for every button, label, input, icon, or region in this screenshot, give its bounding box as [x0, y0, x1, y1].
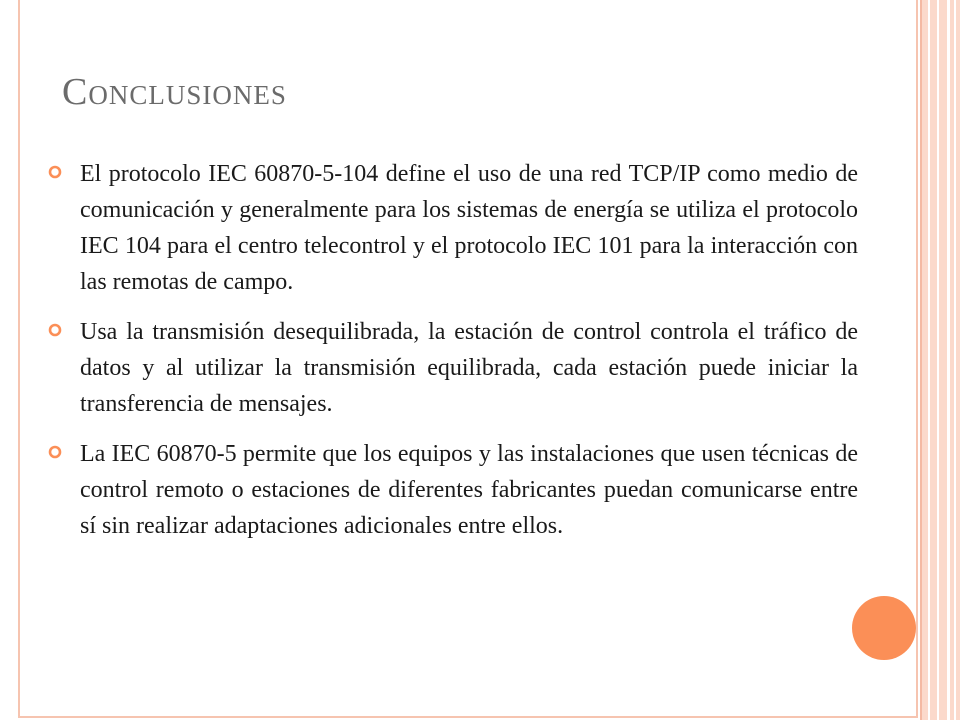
- bullet-ring-icon: [48, 323, 62, 337]
- decorative-stripes: [920, 0, 960, 720]
- bullet-item: [80, 156, 858, 300]
- bullet-ring-icon: [48, 165, 62, 179]
- bullet-item: [80, 436, 858, 544]
- stripe-line: [947, 0, 950, 720]
- bullet-list: [80, 156, 858, 558]
- bullet-text: La IEC 60870-5 permite que los equipos y las instalaciones que usen técnicas de control remoto o estaciones de diferentes fabricantes puedan comunicarse entre sí sin realizar adaptaciones adicionales entre ellos.: [80, 441, 858, 539]
- stripe-line: [937, 0, 939, 720]
- bullet-text: El protocolo IEC 60870-5-104 define el uso de una red TCP/IP como medio de comunicación y generalmente para los sistemas de energía se utiliza el protocolo IEC 104 para el centro telecontrol y el protocolo IEC 101 para la interacción con las remotas de campo.: [80, 161, 858, 295]
- decorative-orange-circle: [852, 596, 916, 660]
- stripe-line: [954, 0, 956, 720]
- bullet-item: [80, 314, 858, 422]
- stripe-edge: [920, 0, 922, 720]
- bullet-ring-icon: [48, 445, 62, 459]
- slide-title: Conclusiones: [62, 71, 287, 113]
- stripe-line: [928, 0, 930, 720]
- bullet-text: Usa la transmisión desequilibrada, la estación de control controla el tráfico de datos y al utilizar la transmisión equilibrada, cada estación puede iniciar la transferencia de mensajes.: [80, 319, 858, 417]
